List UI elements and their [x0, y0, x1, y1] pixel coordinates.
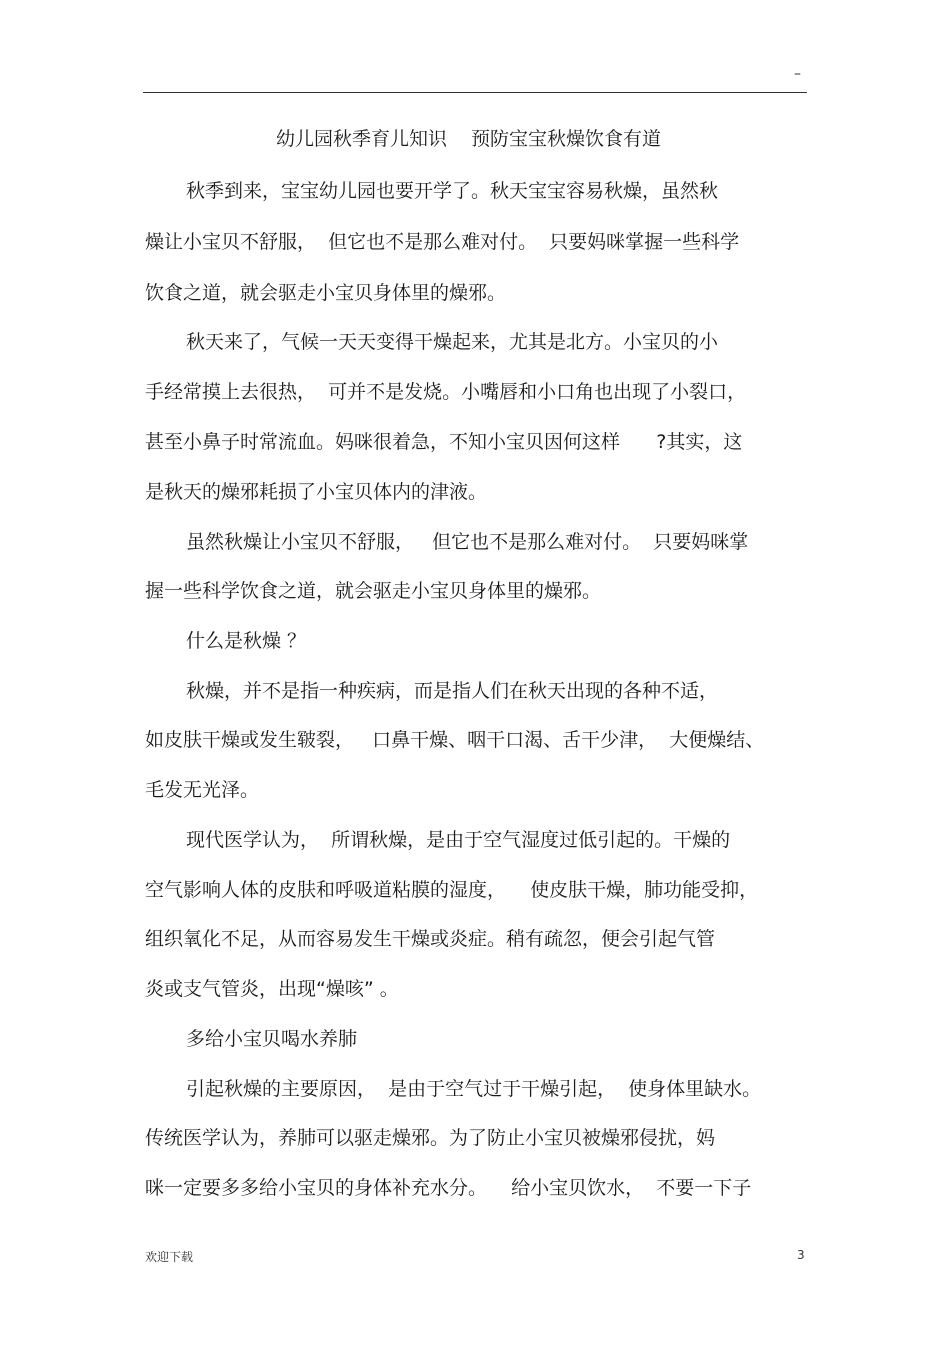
text-line: 引起秋燥的主要原因， 是由于空气过于干燥引起， 使身体里缺水。	[186, 1078, 762, 1100]
text-line: 是秋天的燥邪耗损了小宝贝体内的津液。	[145, 481, 488, 503]
document-title	[276, 124, 661, 154]
text-line: 饮食之道，就会驱走小宝贝身体里的燥邪。	[145, 282, 507, 304]
text-line: 秋天来了，气候一天天变得干燥起来，尤其是北方。小宝贝的小	[186, 331, 719, 353]
text-line: 组织氧化不足，从而容易发生干燥或炎症。稍有疏忽，便会引起气管	[145, 928, 716, 950]
text-line: 毛发无光泽。	[145, 779, 260, 801]
text-line: 秋季到来，宝宝幼儿园也要开学了。秋天宝宝容易秋燥，虽然秋	[186, 180, 719, 202]
text-line: 传统医学认为，养肺可以驱走燥邪。为了防止小宝贝被燥邪侵扰，妈	[145, 1127, 716, 1149]
text-line: 秋燥，并不是指一种疾病，而是指人们在秋天出现的各种不适，	[186, 680, 719, 702]
section-heading: 多给小宝贝喝水养肺	[186, 1028, 358, 1050]
title-part-1: 幼儿园秋季育儿知识	[276, 128, 448, 150]
page-header-mark: –	[794, 66, 801, 82]
text-line: 空气影响人体的皮肤和呼吸道粘膜的湿度， 使皮肤干燥，肺功能受抑，	[145, 879, 759, 901]
text-line: 咪一定要多多给小宝贝的身体补充水分。 给小宝贝饮水， 不要一下子	[145, 1177, 752, 1199]
text-line: 燥让小宝贝不舒服， 但它也不是那么难对付。 只要妈咪掌握一些科学	[145, 231, 740, 253]
text-line: 虽然秋燥让小宝贝不舒服， 但它也不是那么难对付。 只要妈咪掌	[186, 531, 749, 553]
text-line: 炎或支气管炎，出现“燥咳” 。	[145, 978, 399, 1000]
text-line: 如皮肤干燥或发生皲裂， 口鼻干燥、咽干口渴、舌干少津， 大便燥结、	[145, 729, 765, 751]
section-heading: 什么是秋燥 ？	[186, 630, 307, 652]
header-rule	[143, 92, 807, 93]
footer-left-text: 欢迎下载	[145, 1250, 194, 1264]
page-number: 3	[797, 1248, 805, 1262]
text-line: 握一些科学饮食之道，就会驱走小宝贝身体里的燥邪。	[145, 580, 602, 602]
text-line: 现代医学认为， 所谓秋燥，是由于空气湿度过低引起的。干燥的	[186, 829, 731, 851]
text-line: 甚至小鼻子时常流血。妈咪很着急，不知小宝贝因何这样 ?其实，这	[145, 431, 743, 453]
text-line: 手经常摸上去很热， 可并不是发烧。小嘴唇和小口角也出现了小裂口，	[145, 381, 747, 403]
title-part-2: 预防宝宝秋燥饮食有道	[471, 128, 662, 150]
